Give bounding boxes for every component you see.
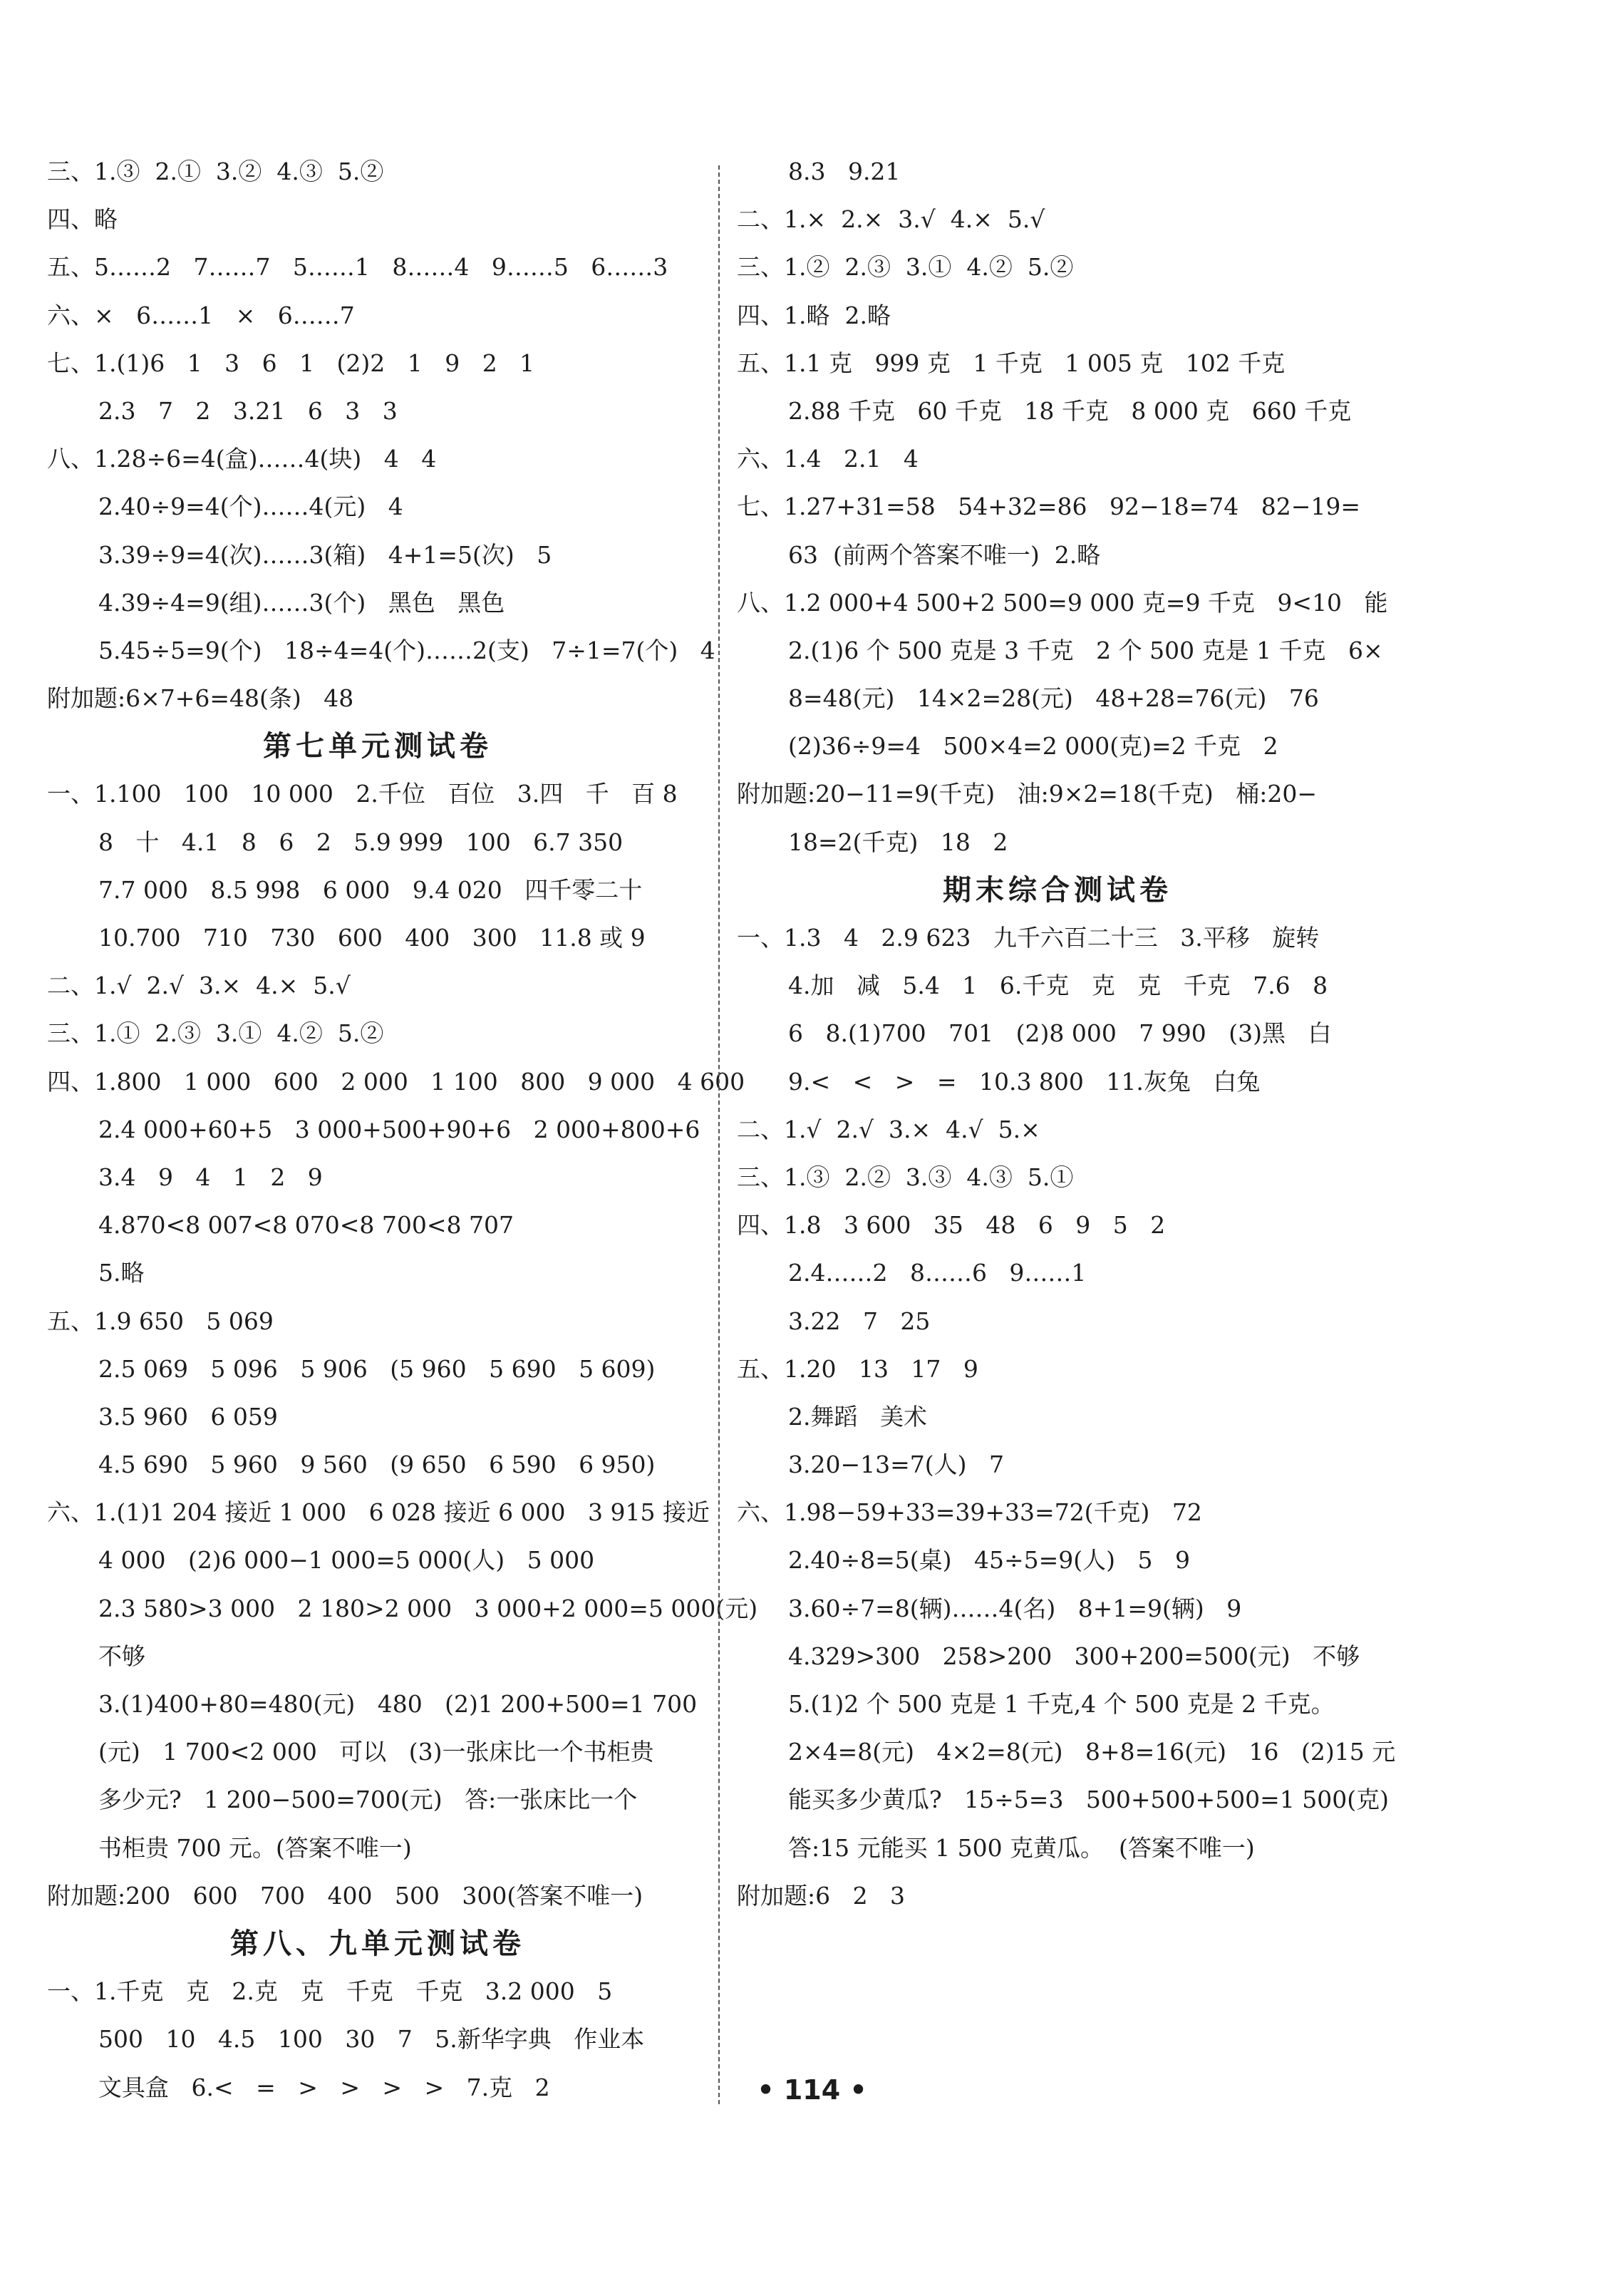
answer-line: 10.700 710 730 600 400 300 11.8 或 9 [98,924,646,952]
answer-line: 七、1.27+31=58 54+32=86 92−18=74 82−19= [737,493,1360,521]
answer-line: 63 (前两个答案不唯一) 2.略 [788,540,1101,569]
answer-line: 9.< < > = 10.3 800 11.灰兔 白兔 [788,1067,1261,1096]
answer-line: 3.39÷9=4(次)……3(箱) 4+1=5(次) 5 [98,540,552,569]
answer-line: 三、1.① 2.③ 3.① 4.② 5.② [47,1019,384,1048]
answer-line: 500 10 4.5 100 30 7 5.新华字典 作业本 [98,2025,645,2054]
answer-line: 8=48(元) 14×2=28(元) 48+28=76(元) 76 [788,684,1319,713]
section-title: 期末综合测试卷 [943,872,1172,907]
answer-line: 2.3 580>3 000 2 180>2 000 3 000+2 000=5 000(元) [98,1594,758,1622]
answer-line: 2.40÷9=4(个)……4(元) 4 [98,493,403,521]
answer-line: 5.45÷5=9(个) 18÷4=4(个)……2(支) 7÷1=7(个) 4 [98,636,715,664]
answer-line: 5.(1)2 个 500 克是 1 千克,4 个 500 克是 2 千克。 [788,1690,1335,1718]
left-column [47,148,758,2111]
answer-line: 多少元? 1 200−500=700(元) 答:一张床比一个 [98,1786,638,1814]
page-number: • 114 • [757,2074,867,2106]
answer-line: 2.88 千克 60 千克 18 千克 8 000 克 660 千克 [788,396,1352,425]
answer-line: 3.20−13=7(人) 7 [788,1451,1004,1479]
answer-line: 附加题:6×7+6=48(条) 48 [47,684,354,713]
answer-line: 能买多少黄瓜? 15÷5=3 500+500+500=1 500(克) [788,1786,1390,1814]
answer-line: 3.60÷7=8(辆)……4(名) 8+1=9(辆) 9 [788,1594,1242,1622]
answer-line: 二、1.× 2.× 3.√ 4.× 5.√ [737,205,1045,234]
answer-line: 2.3 7 2 3.21 6 3 3 [98,396,398,425]
answer-line: 3.4 9 4 1 2 9 [98,1163,323,1191]
answer-line: 3.(1)400+80=480(元) 480 (2)1 200+500=1 700 [98,1690,698,1718]
answer-line: 六、1.4 2.1 4 [737,445,919,473]
answer-line: 四、略 [47,205,118,234]
answer-line: 四、1.略 2.略 [737,301,891,329]
answer-line: 八、1.2 000+4 500+2 500=9 000 克=9 千克 9<10 能 [737,588,1388,617]
answer-line: 三、1.③ 2.② 3.③ 4.③ 5.① [737,1163,1074,1191]
answer-line: 附加题:6 2 3 [737,1881,906,1910]
answer-line: 六、× 6……1 × 6……7 [47,301,355,329]
answer-line: 2.5 069 5 096 5 906 (5 960 5 690 5 609) [98,1354,656,1383]
answer-line: 8 十 4.1 8 6 2 5.9 999 100 6.7 350 [98,828,624,856]
answer-line: 三、1.② 2.③ 3.① 4.② 5.② [737,253,1074,282]
answer-line: 附加题:200 600 700 400 500 300(答案不唯一) [47,1881,643,1910]
answer-line: (元) 1 700<2 000 可以 (3)一张床比一个书柜贵 [98,1738,654,1766]
answer-line: 五、1.20 13 17 9 [737,1354,978,1383]
section-title: 第八、九单元测试卷 [230,1926,525,1960]
answer-line: 4.870<8 007<8 070<8 700<8 707 [98,1211,514,1240]
answer-line: 18=2(千克) 18 2 [788,828,1008,856]
answer-line: 2.4……2 8……6 9……1 [788,1259,1087,1287]
answer-line: 书柜贵 700 元。(答案不唯一) [98,1833,412,1862]
right-column [737,148,1396,1920]
answer-line: 4.329>300 258>200 300+200=500(元) 不够 [788,1642,1360,1670]
answer-line: 5.略 [98,1259,145,1287]
answer-line: 五、1.9 650 5 069 [47,1307,274,1335]
answer-line: 四、1.8 3 600 35 48 6 9 5 2 [737,1211,1166,1240]
answer-line: 四、1.800 1 000 600 2 000 1 100 800 9 000 4 600 [47,1067,745,1096]
answer-line: 六、1.98−59+33=39+33=72(千克) 72 [737,1498,1202,1527]
answer-line: 附加题:20−11=9(千克) 油:9×2=18(千克) 桶:20− [737,780,1317,808]
answer-line: 一、1.3 4 2.9 623 九千六百二十三 3.平移 旋转 [737,924,1320,952]
answer-line: 一、1.千克 克 2.克 克 千克 千克 3.2 000 5 [47,1977,613,2006]
answer-line: 七、1.(1)6 1 3 6 1 (2)2 1 9 2 1 [47,349,535,377]
answer-line: 8.3 9.21 [788,158,901,185]
answer-line: 4.39÷4=9(组)……3(个) 黑色 黑色 [98,588,505,617]
answer-line: 2.舞蹈 美术 [788,1402,927,1431]
answer-line: 三、1.③ 2.① 3.② 4.③ 5.② [47,158,384,185]
answer-line: 4.加 减 5.4 1 6.千克 克 克 千克 7.6 8 [788,972,1328,1000]
answer-line: 4 000 (2)6 000−1 000=5 000(人) 5 000 [98,1546,595,1575]
answer-line: 3.5 960 6 059 [98,1402,278,1431]
answer-line: 3.22 7 25 [788,1307,931,1335]
answer-line: 7.7 000 8.5 998 6 000 9.4 020 四千零二十 [98,875,643,904]
answer-line: 答:15 元能买 1 500 克黄瓜。 (答案不唯一) [788,1833,1255,1862]
answer-line: 6 8.(1)700 701 (2)8 000 7 990 (3)黑 白 [788,1019,1332,1048]
answer-line: (2)36÷9=4 500×4=2 000(克)=2 千克 2 [788,732,1278,761]
answer-line: 2.4 000+60+5 3 000+500+90+6 2 000+800+6 [98,1115,700,1143]
section-title: 第七单元测试卷 [263,729,492,763]
answer-line: 六、1.(1)1 204 接近 1 000 6 028 接近 6 000 3 915 接近 [47,1498,710,1527]
answer-line: 2×4=8(元) 4×2=8(元) 8+8=16(元) 16 (2)15 元 [788,1738,1396,1766]
answer-line: 2.(1)6 个 500 克是 3 千克 2 个 500 克是 1 千克 6× [788,636,1383,664]
answer-line: 文具盒 6.< = > > > > 7.克 2 [98,2073,550,2101]
answer-line: 五、5……2 7……7 5……1 8……4 9……5 6……3 [47,253,668,282]
answer-line: 二、1.√ 2.√ 3.× 4.× 5.√ [47,972,351,1000]
answer-line: 4.5 690 5 960 9 560 (9 650 6 590 6 950) [98,1451,656,1479]
answer-line: 五、1.1 克 999 克 1 千克 1 005 克 102 千克 [737,349,1286,377]
column-divider [718,165,720,2104]
answer-line: 八、1.28÷6=4(盒)……4(块) 4 4 [47,445,437,473]
answer-line: 一、1.100 100 10 000 2.千位 百位 3.四 千 百 8 [47,780,678,808]
answer-line: 2.40÷8=5(桌) 45÷5=9(人) 5 9 [788,1546,1190,1575]
answer-line: 二、1.√ 2.√ 3.× 4.√ 5.× [737,1115,1040,1143]
answer-line: 不够 [98,1642,145,1670]
